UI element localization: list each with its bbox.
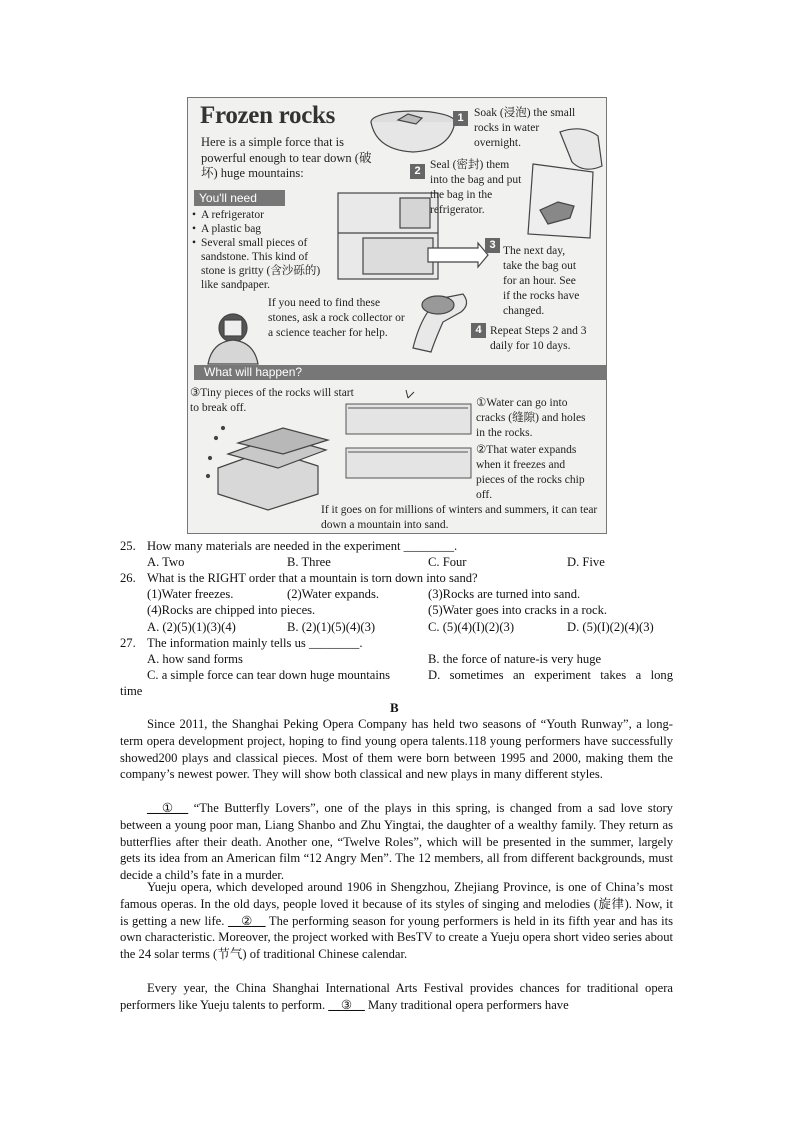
paragraph-1: [120, 716, 673, 783]
figure-title: Frozen rocks: [200, 102, 336, 129]
rock-layers-illustration: [207, 427, 329, 511]
figure-intro: Here is a simple force that is powerful enough to tear down (破坏) huge mountains:: [201, 135, 372, 180]
frozen-rocks-figure: [187, 97, 607, 534]
hand-rock-illustration: [413, 294, 467, 352]
stone-note: If you need to find these stones, ask a rock collector or a science teacher for help.: [268, 297, 405, 339]
happen-heading: What will happen?: [194, 365, 606, 380]
question-stem: How many materials are needed in the experiment ________.: [147, 539, 458, 553]
step-number: 4: [471, 323, 486, 338]
option-c: C. a simple force can tear down huge mountains: [147, 668, 391, 682]
step-number: 1: [453, 111, 468, 126]
question-stem: The information mainly tells us ________.: [147, 636, 363, 650]
paragraph-text: Every year, the China Shanghai International Arts Festival provides chances for traditional opera performers like Yueju talents to perform.: [120, 981, 673, 1012]
bowl-illustration: [371, 111, 455, 152]
question-stem: What is the RIGHT order that a mountain is torn down into sand?: [147, 571, 478, 585]
option-d-tail: time: [120, 684, 143, 698]
blank-3: __③__: [328, 997, 365, 1012]
question-number: 26.: [120, 571, 136, 585]
step-text: Seal (密封) them into the bag and put the bag in the refrigerator.: [430, 159, 522, 216]
option-a: A. Two: [147, 555, 185, 569]
option-c: C. Four: [428, 555, 467, 569]
order-item: (5)Water goes into cracks in a rock.: [428, 603, 608, 617]
question-number: 25.: [120, 539, 136, 553]
paragraph-text: Many traditional opera performers have: [364, 997, 569, 1012]
happen-3: ③Tiny pieces of the rocks will start to break off.: [190, 387, 354, 414]
need-item: • A plastic bag: [192, 222, 357, 236]
option-d: D. Five: [567, 555, 605, 569]
order-item: (4)Rocks are chipped into pieces.: [147, 603, 316, 617]
step-text: Repeat Steps 2 and 3 daily for 10 days.: [490, 325, 587, 352]
paragraph-4: [120, 980, 673, 1014]
happen-2: ②That water expands when it freezes and pieces of the rocks chip off.: [476, 444, 585, 501]
need-item: • A refrigerator: [192, 208, 357, 222]
option-d: D. (5)(I)(2)(4)(3): [567, 620, 654, 634]
figure-conclusion: If it goes on for millions of winters and summers, it can tear down a mountain into sand.: [321, 504, 598, 531]
paragraph-text: Since 2011, the Shanghai Peking Opera Company has held two seasons of “Youth Runway”, a long-term opera development project, hoping to find young opera talents.118 young performers have successfully showed200 plays and classical pieces. Most of them were born between 1995 and 2000, making them the company’s newest power. They will show both classical and new plays in many different styles.: [120, 717, 673, 782]
paragraph-text: Yueju opera, which developed around 1906 in Shengzhou, Zhejiang Province, is one of China’s most famous operas. In the old days, people loved it because of its styles of singing and melodies (旋律). Now, it is getting a new life.: [120, 880, 673, 928]
need-item: • Several small pieces of sandstone. This kind of stone is gritty (含沙砾的) like sandpaper.: [192, 236, 331, 292]
order-item: (1)Water freezes.: [147, 587, 234, 601]
option-b: B. Three: [287, 555, 331, 569]
happen-1: ①Water can go into cracks (缝隙) and holes in the rocks.: [476, 397, 586, 439]
paragraph-2: [120, 800, 673, 884]
need-heading: You'll need: [194, 190, 285, 206]
section-label: B: [390, 700, 399, 715]
paragraph-text: “The Butterfly Lovers”, one of the plays in this spring, is changed from a sad love story between a young poor man, Liang Shanbo and Zhu Yingtai, the daughter of a wealthy family. They return as butterflies after their death. Another one, “Twelve Roles”, which will be presented in the summer, largely gets its idea from an American film “12 Angry Men”. The 12 members, all from different backgrounds, must decide a child’s fate in a murder.: [120, 801, 673, 883]
option-b: B. the force of nature-is very huge: [428, 652, 602, 666]
option-d: D. sometimes an experiment takes a long: [428, 668, 673, 682]
blank-1: __①__: [147, 801, 189, 815]
order-item: (3)Rocks are turned into sand.: [428, 587, 581, 601]
crack-panel-illustration: [346, 390, 471, 478]
step-text: Soak (浸泡) the small rocks in water overnight.: [474, 107, 576, 149]
option-c: C. (5)(4)(I)(2)(3): [428, 620, 515, 634]
question-number: 27.: [120, 636, 136, 650]
paragraph-3: [120, 879, 673, 963]
paragraph-text: The performing season for young performers is held in its fifth year and has its own characteristic. Moreover, the project worked with BesTV to create a Yueju opera short video series about the 24 solar terms (节气) of traditional Chinese calendar.: [120, 913, 673, 962]
step-number: 3: [485, 238, 500, 253]
step-text: The next day, take the bag out for an hour. See if the rocks have changed.: [503, 245, 580, 317]
option-a: A. (2)(5)(1)(3)(4): [147, 620, 236, 634]
option-a: A. how sand forms: [147, 652, 243, 666]
option-b: B. (2)(1)(5)(4)(3): [287, 620, 376, 634]
order-item: (2)Water expands.: [287, 587, 379, 601]
step-number: 2: [410, 164, 425, 179]
blank-2: __②__: [228, 913, 266, 928]
person-illustration: [208, 314, 258, 364]
